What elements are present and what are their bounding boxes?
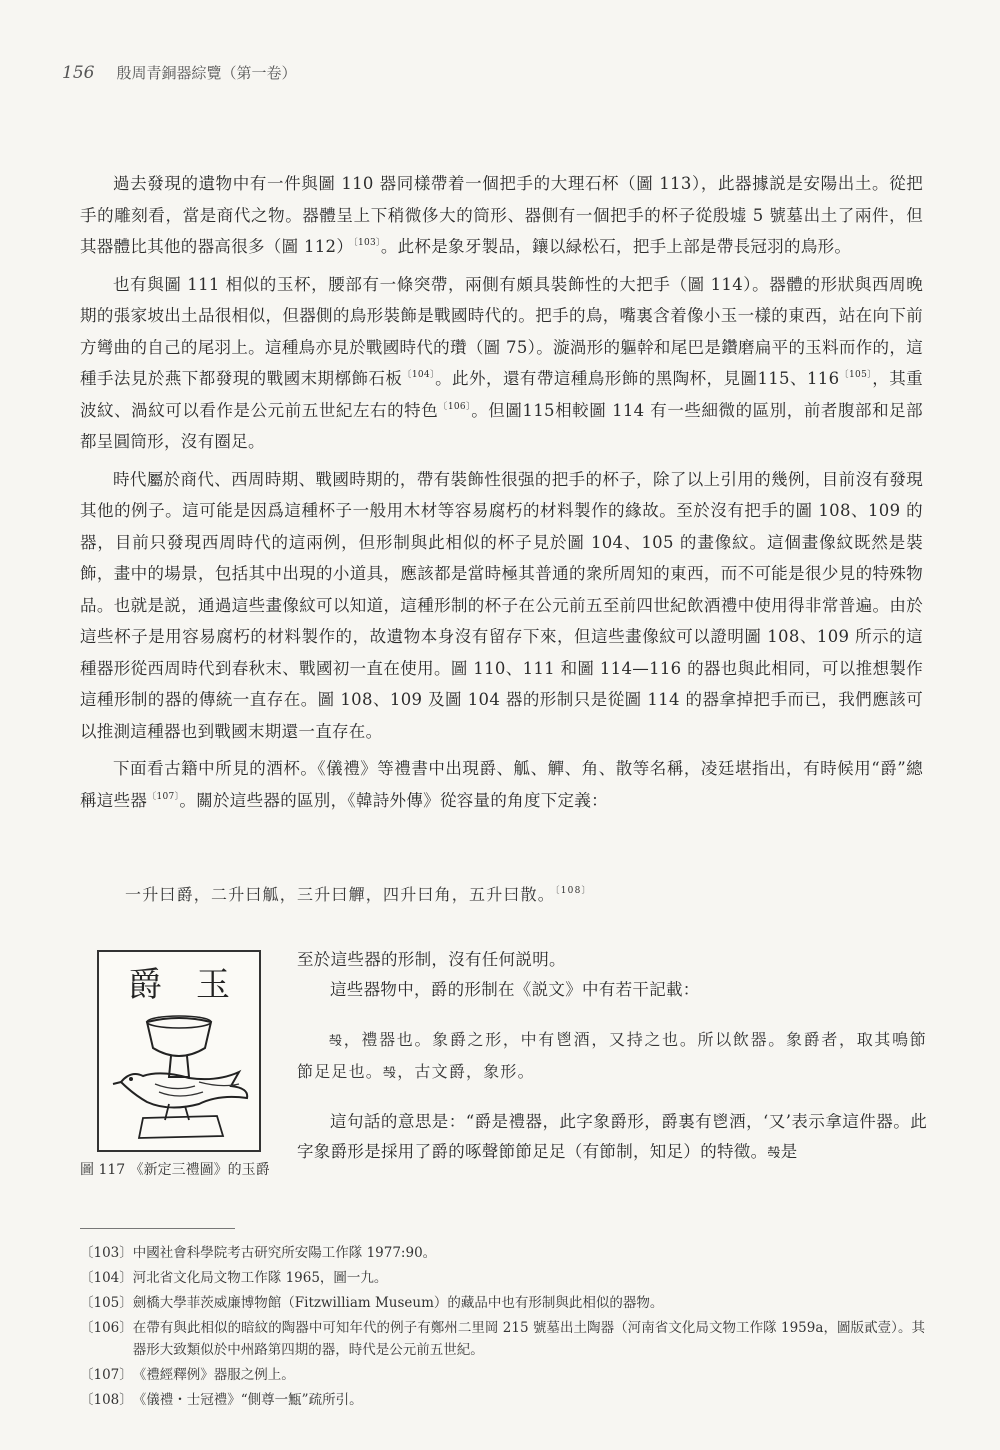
footnote-number: 〔107〕 <box>80 1367 133 1383</box>
footnote-divider <box>80 1228 235 1229</box>
paragraph-text: ，其重波紋、渦紋可以看作是公元前五世紀左右的特色 <box>80 369 923 420</box>
paragraph-text: 時代屬於商代、西周時期、戰國時期的，帶有裝飾性很强的把手的杯子，除了以上引用的幾例，目前沒有發現其他的例子。這可能是因爲這種杯子一般用木材等容易腐朽的材料製作的緣故。至於沒有把手的圖 108、109 的器，目前只發現西周時代的這兩例，但形制與此相似的杯子見於圖 104、105 的畫像紋。這個畫像紋既然是裝飾，畫中的場景，包括其中出現的小道具，應該都是當時極其普通的衆所周知的東西，而不可能是很少見的特殊物品。也就是説，通過這些畫像紋可以知道，這種形制的杯子在公元前五至前四世紀飲酒禮中使用得非常普遍。由於這些杯子是用容易腐朽的材料製作的，故遺物本身沒有留存下來，但這些畫像紋可以證明圖 108、109 所示的這種器形從西周時代到春秋末、戰國初一直在使用。圖 110、111 和圖 114—116 的器也與此相同，可以推想製作這種形制的器的傳統一直存在。圖 108、109 及圖 104 器的形制只是從圖 114 的器拿掉把手而已，我們應該可以推測這種器也到戰國末期還一直存在。 <box>80 469 923 741</box>
footnote-number: 〔105〕 <box>80 1295 133 1311</box>
footnote-number: 〔103〕 <box>80 1245 133 1261</box>
seal-char-icon: 𣪊 <box>329 1034 344 1049</box>
footnote-ref: 〔104〕 <box>402 370 436 380</box>
footnote-text: 中國社會科學院考古研究所安陽工作隊 1977:90。 <box>132 1245 437 1261</box>
footnote-text: 《禮經釋例》器服之例上。 <box>132 1367 295 1383</box>
footnote-number: 〔108〕 <box>80 1392 133 1408</box>
paragraph-text: 。關於這些器的區別，《韓詩外傳》從容量的角度下定義： <box>179 790 608 810</box>
footnote-item <box>80 1267 925 1289</box>
paragraph-text: 是 <box>780 1142 798 1161</box>
bird-eye <box>129 1077 133 1081</box>
footnote-ref: 〔107〕 <box>147 791 180 802</box>
paragraph-3 <box>80 464 923 748</box>
footnote-item <box>80 1317 925 1361</box>
block-quote-shuowen <box>297 1025 927 1089</box>
footnote-number: 〔106〕 <box>80 1320 133 1336</box>
footnotes <box>80 1242 925 1414</box>
bird-body <box>121 1072 247 1108</box>
quote-text: 一升曰爵，二升曰觚，三升曰觶，四升曰角，五升曰散。 <box>125 885 556 904</box>
footnote-item <box>80 1242 925 1264</box>
paragraph-text: 過去發現的遺物中有一件與圖 110 器同樣帶着一個把手的大理石杯（圖 113），此器據説是安陽出土。從把手的雕刻看，當是商代之物。器體呈上下稍微侈大的筒形、器側有一個把手的杯子從殷墟 5 號墓出土了兩件，但其器體比其他的器高很多（圖 112） <box>80 174 923 256</box>
figure-jade-jue <box>97 950 261 1152</box>
bird-feathers <box>155 1082 239 1096</box>
page-header <box>62 62 296 83</box>
footnote-text: 河北省文化局文物工作隊 1965，圖一九。 <box>132 1270 388 1286</box>
seal-char-icon: 𣪊 <box>383 1066 398 1081</box>
side-line-2: 這些器物中，爵的形制在《説文》中有若干記載： <box>330 980 700 999</box>
footnote-ref: 〔106〕 <box>438 401 472 412</box>
paragraph-text: 也有與圖 111 相似的玉杯，腰部有一條突帶，兩側有頗具裝飾性的大把手（圖 114）。器體的形狀與西周晚期的張家坡出土品很相似，但器側的鳥形裝飾是戰國時代的。把手的鳥，嘴裏含着像小玉一樣的東西，站在向下前方彎曲的自己的尾羽上。這種鳥亦見於戰國時代的瓚（圖 75）。漩渦形的軀幹和尾巴是鑽磨扁平的玉料而作的，這種手法見於燕下都發現的戰國末期槨飾石板 <box>80 274 923 388</box>
paragraph-text: 這句話的意思是：“爵是禮器，此字象爵形，爵裏有鬯酒，‘又’表示拿這件器。此字象爵形是採用了爵的啄聲節節足足（有節制，知足）的特徵。 <box>297 1112 927 1161</box>
footnote-item <box>80 1364 925 1386</box>
paragraph-text: 。此外，還有帶這種鳥形飾的黑陶杯，見圖115、116 <box>435 369 840 388</box>
jade-jue-illustration <box>99 952 259 1150</box>
paragraph-text: 下面看古籍中所見的酒杯。《儀禮》等禮書中出現爵、觚、觶、角、散等名稱，凌廷堪指出，有時候用“爵”總稱這些器 <box>80 759 923 810</box>
footnote-text: 劍橋大學菲茨威廉博物館（Fitzwilliam Museum）的藏品中也有形制與此相似的器物。 <box>132 1295 664 1311</box>
footnote-item <box>80 1389 925 1411</box>
quote-text: ，禮器也。象爵之形，中有鬯酒，又持之也。所以飲器。象爵者，取其鳴節節足足也。 <box>297 1030 928 1081</box>
footnote-number: 〔104〕 <box>80 1270 133 1286</box>
main-text <box>80 168 923 822</box>
footnote-ref: 〔103〕 <box>353 238 381 248</box>
figure-base <box>139 1116 223 1138</box>
seal-char-icon: 𣪊 <box>767 1146 781 1161</box>
figure-caption: 圖 117 《新定三禮圖》的玉爵 <box>80 1162 270 1178</box>
side-line-1: 至於這些器的形制，沒有任何説明。 <box>297 950 566 969</box>
footnote-ref: 〔108〕 <box>555 886 592 896</box>
paragraph-text: 。此杯是象牙製品，鑲以緑松石，把手上部是帶長冠羽的鳥形。 <box>380 237 852 256</box>
figure-title-chars: 爵 玉 <box>128 965 230 1005</box>
paragraph-4 <box>80 753 923 816</box>
block-quote-hanshi <box>125 880 925 910</box>
footnote-ref: 〔105〕 <box>839 370 873 380</box>
page-number: 156 <box>62 63 95 83</box>
book-title: 殷周青銅器綜覽（第一卷） <box>116 64 297 82</box>
paragraph-2 <box>80 269 923 458</box>
paragraph-text: 。但圖115相較圖 114 有一些細微的區別，前者腹部和足部都呈圓筒形，沒有圈足。 <box>80 400 923 451</box>
side-text <box>297 945 927 1169</box>
footnote-text: 《儀禮・士冠禮》“側尊一甒”疏所引。 <box>132 1392 363 1408</box>
cup-bowl <box>147 1018 211 1056</box>
footnote-item <box>80 1292 925 1314</box>
bird-beak <box>113 1082 121 1084</box>
side-line-3 <box>297 1107 927 1169</box>
quote-text: ，古文爵，象形。 <box>397 1062 535 1081</box>
paragraph-1 <box>80 168 923 263</box>
footnote-text: 在帶有與此相似的暗紋的陶器中可知年代的例子有鄭州二里岡 215 號墓出土陶器（河南省文化局文物工作隊 1959a，圖版貳壹）。其器形大致類似於中州路第四期的器，時代是公元前五世紀。 <box>132 1320 925 1358</box>
